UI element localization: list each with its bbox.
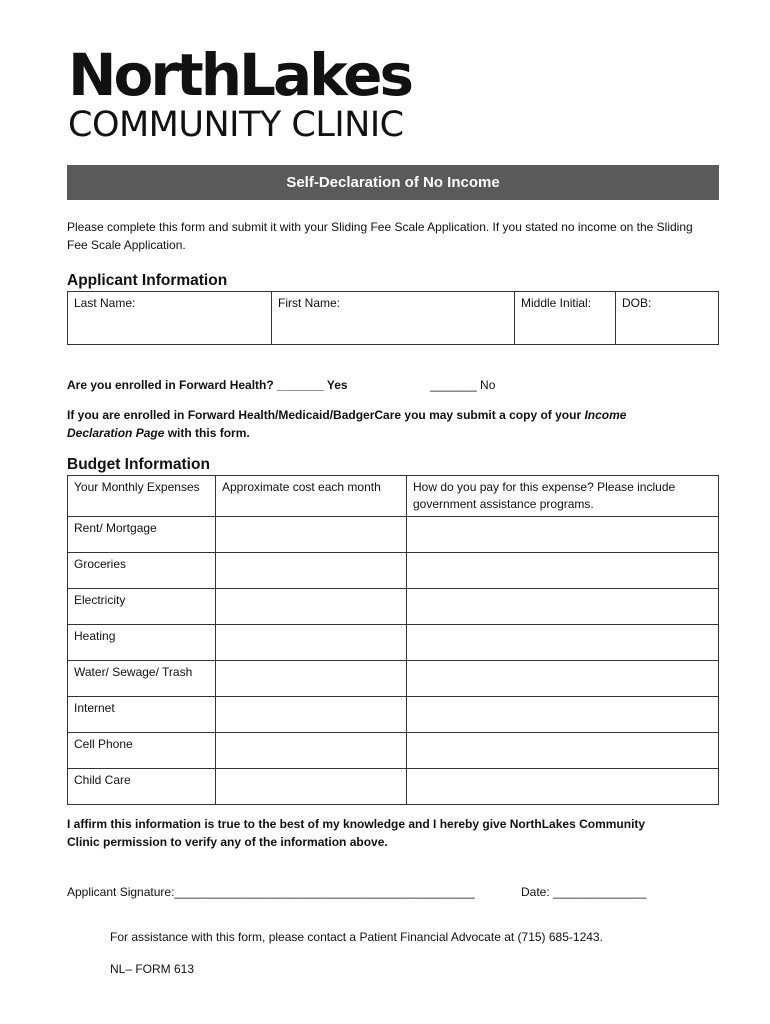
payment-cell[interactable] xyxy=(407,517,719,553)
payment-cell[interactable] xyxy=(407,589,719,625)
income-declaration-page: Income Declaration Page xyxy=(67,408,627,440)
forward-health-no: _______ No xyxy=(430,378,496,392)
budget-header-row xyxy=(68,476,719,517)
table-row xyxy=(68,661,719,697)
table-row xyxy=(68,769,719,805)
date-line[interactable]: Date: ______________ xyxy=(521,885,647,899)
budget-table xyxy=(67,475,719,805)
assistance-text: For assistance with this form, please contact a Patient Financial Advocate at (715) 685-1243. xyxy=(110,930,603,944)
cost-cell[interactable] xyxy=(216,589,407,625)
expense-label: Cell Phone xyxy=(68,733,216,769)
logo-wordmark: NorthLakes xyxy=(68,41,411,109)
forward-health-note: If you are enrolled in Forward Health/Medicaid/BadgerCare you may submit a copy of your Income Declaration Page with this form. xyxy=(67,408,627,440)
expense-label: Internet xyxy=(68,697,216,733)
form-number: NL– FORM 613 xyxy=(110,962,195,976)
cost-cell[interactable] xyxy=(216,661,407,697)
forward-health-question: Are you enrolled in Forward Health? _______ Yes xyxy=(67,378,348,392)
applicant-table xyxy=(67,291,719,345)
payment-cell[interactable] xyxy=(407,661,719,697)
applicant-heading: Applicant Information xyxy=(67,272,228,289)
budget-heading: Budget Information xyxy=(67,456,210,473)
cost-cell[interactable] xyxy=(216,697,407,733)
cost-cell[interactable] xyxy=(216,769,407,805)
expense-label: Rent/ Mortgage xyxy=(68,517,216,553)
cost-cell[interactable] xyxy=(216,625,407,661)
cost-cell[interactable] xyxy=(216,553,407,589)
table-row xyxy=(68,589,719,625)
cost-cell[interactable] xyxy=(216,517,407,553)
payment-cell[interactable] xyxy=(407,733,719,769)
payment-cell[interactable] xyxy=(407,769,719,805)
cost-cell[interactable] xyxy=(216,733,407,769)
expense-label: Child Care xyxy=(68,769,216,805)
intro-text: Please complete this form and submit it with your Sliding Fee Scale Application. If you stated no income on the Sliding Fee Scale Application. xyxy=(67,220,693,252)
table-row xyxy=(68,553,719,589)
table-row xyxy=(68,733,719,769)
affirmation-text: I affirm this information is true to the best of my knowledge and I hereby give NorthLakes Community Clinic permission to verify any of the information above. xyxy=(67,817,646,849)
budget-col-expense: Your Monthly Expenses xyxy=(68,476,216,517)
expense-label: Electricity xyxy=(68,589,216,625)
last-name-field[interactable]: Last Name: xyxy=(68,292,272,345)
logo-subtitle: COMMUNITY CLINIC xyxy=(68,105,404,145)
budget-col-payment: How do you pay for this expense? Please include government assistance programs. xyxy=(407,476,719,517)
form-title: Self-Declaration of No Income xyxy=(67,165,719,200)
expense-label: Water/ Sewage/ Trash xyxy=(68,661,216,697)
expense-label: Heating xyxy=(68,625,216,661)
table-row xyxy=(68,697,719,733)
clinic-logo xyxy=(68,41,411,145)
payment-cell[interactable] xyxy=(407,553,719,589)
table-row xyxy=(68,625,719,661)
budget-col-cost: Approximate cost each month xyxy=(216,476,407,517)
table-row xyxy=(68,517,719,553)
dob-field[interactable]: DOB: xyxy=(616,292,719,345)
payment-cell[interactable] xyxy=(407,697,719,733)
first-name-field[interactable]: First Name: xyxy=(272,292,515,345)
expense-label: Groceries xyxy=(68,553,216,589)
middle-initial-field[interactable]: Middle Initial: xyxy=(515,292,616,345)
payment-cell[interactable] xyxy=(407,625,719,661)
signature-line[interactable]: Applicant Signature:_____________________________________________ xyxy=(67,885,475,899)
